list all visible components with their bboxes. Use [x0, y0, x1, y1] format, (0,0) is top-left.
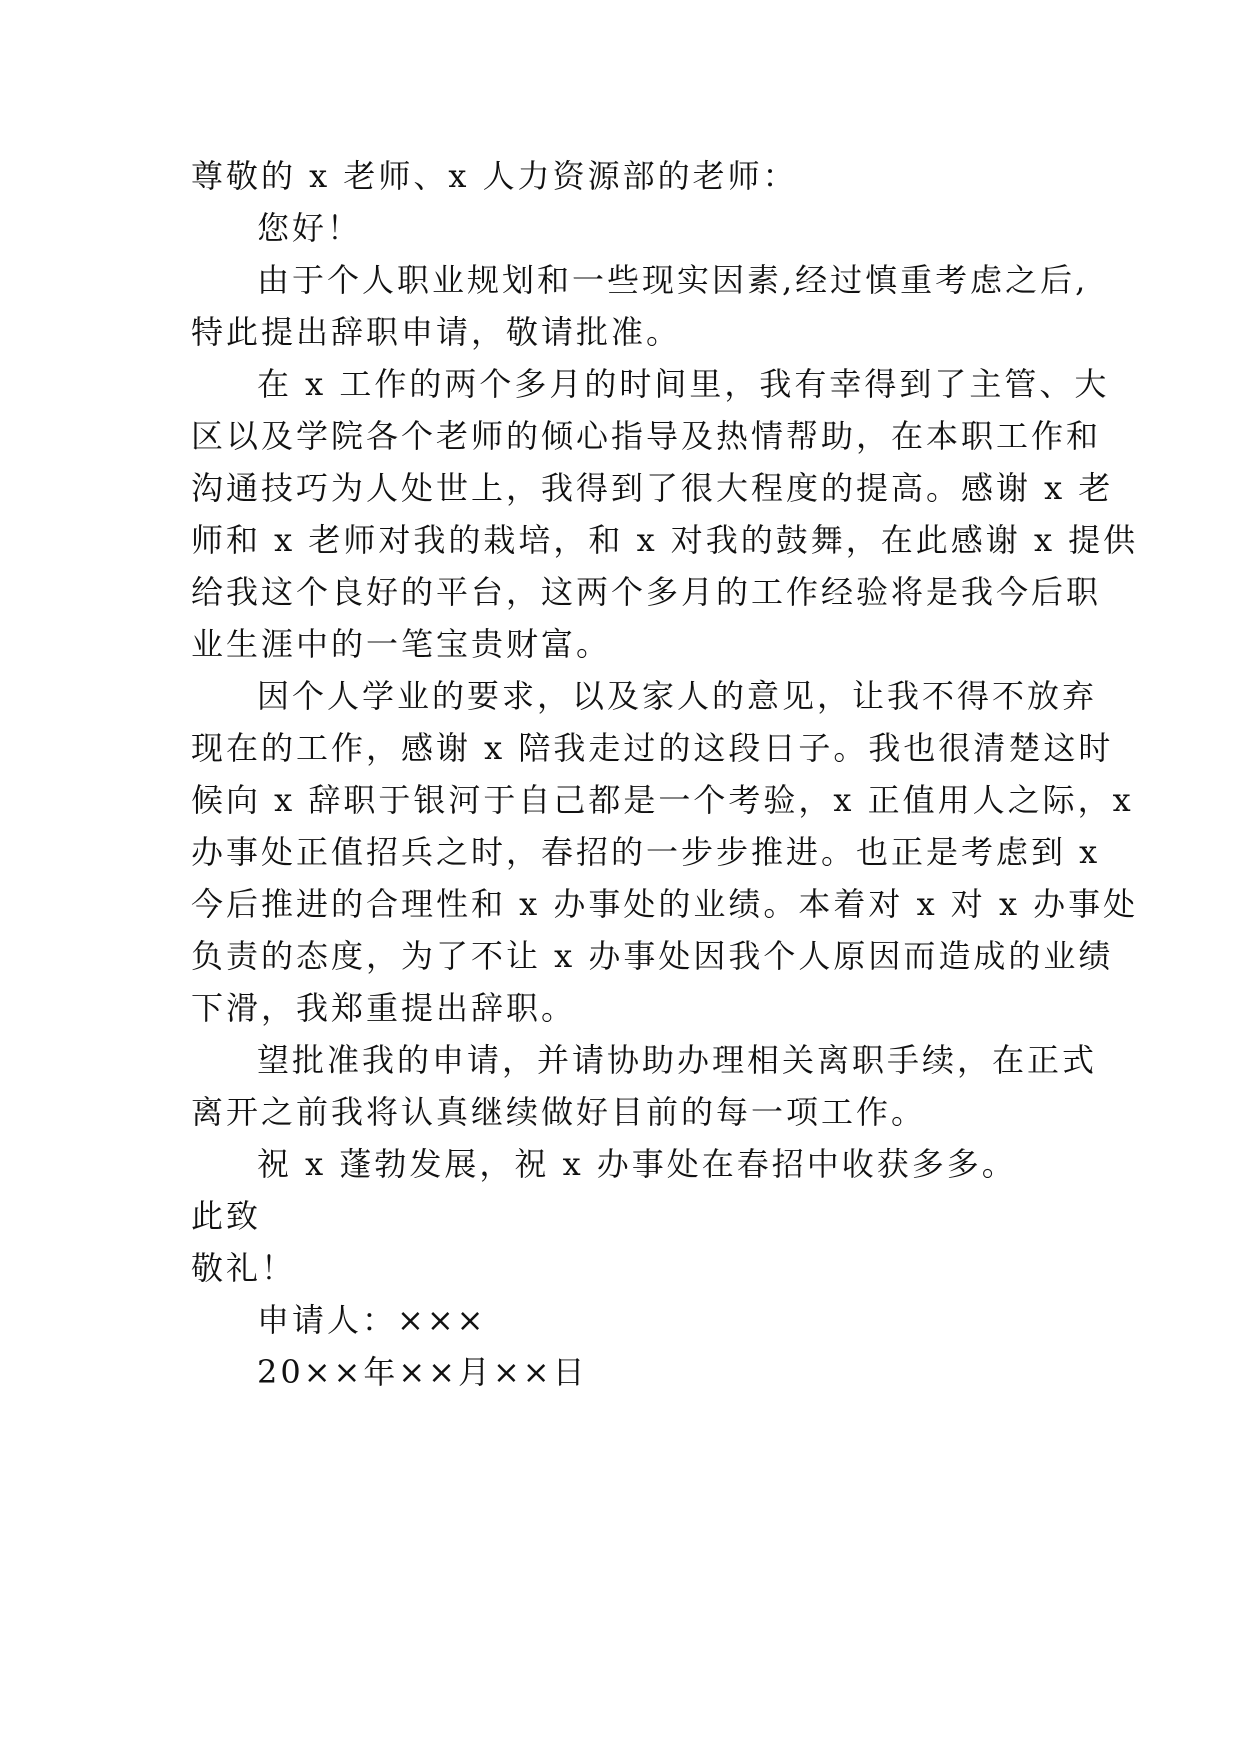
paragraph-line: 候向 x 辞职于银河于自己都是一个考验，x 正值用人之际，x [191, 781, 1134, 819]
applicant-signature: 申请人：××× [257, 1301, 487, 1339]
closing-line-2: 敬礼！ [191, 1249, 297, 1287]
paragraph-line: 给我这个良好的平台，这两个多月的工作经验将是我今后职 [191, 573, 1102, 611]
paragraph-line: 下滑，我郑重提出辞职。 [191, 989, 577, 1027]
closing-line-1: 此致 [191, 1197, 262, 1235]
paragraph-line: 负责的态度，为了不让 x 办事处因我个人原因而造成的业绩 [191, 937, 1114, 975]
paragraph-line: 望批准我的申请，并请协助办理相关离职手续，在正式 [257, 1041, 1098, 1079]
paragraph-line: 离开之前我将认真继续做好目前的每一项工作。 [191, 1093, 927, 1131]
greeting: 您好！ [257, 209, 363, 247]
paragraph-line: 今后推进的合理性和 x 办事处的业绩。本着对 x 对 x 办事处 [191, 885, 1139, 923]
paragraph-line: 师和 x 老师对我的栽培，和 x 对我的鼓舞，在此感谢 x 提供 [191, 521, 1139, 559]
letter-date: 20××年××月××日 [257, 1353, 588, 1391]
paragraph-line: 区以及学院各个老师的倾心指导及热情帮助，在本职工作和 [191, 417, 1102, 455]
paragraph-line: 特此提出辞职申请，敬请批准。 [191, 313, 682, 351]
salutation: 尊敬的 x 老师、x 人力资源部的老师： [191, 157, 798, 195]
paragraph-line: 因个人学业的要求，以及家人的意见，让我不得不放弃 [257, 677, 1098, 715]
paragraph-line: 在 x 工作的两个多月的时间里，我有幸得到了主管、大 [257, 365, 1110, 403]
paragraph-line: 由于个人职业规划和一些现实因素,经过慎重考虑之后, [257, 261, 1089, 299]
paragraph-line: 办事处正值招兵之时，春招的一步步推进。也正是考虑到 x [191, 833, 1101, 871]
paragraph-line: 祝 x 蓬勃发展，祝 x 办事处在春招中收获多多。 [257, 1145, 1017, 1183]
paragraph-line: 沟通技巧为人处世上，我得到了很大程度的提高。感谢 x 老 [191, 469, 1114, 507]
paragraph-line: 业生涯中的一笔宝贵财富。 [191, 625, 612, 663]
paragraph-line: 现在的工作，感谢 x 陪我走过的这段日子。我也很清楚这时 [191, 729, 1114, 767]
